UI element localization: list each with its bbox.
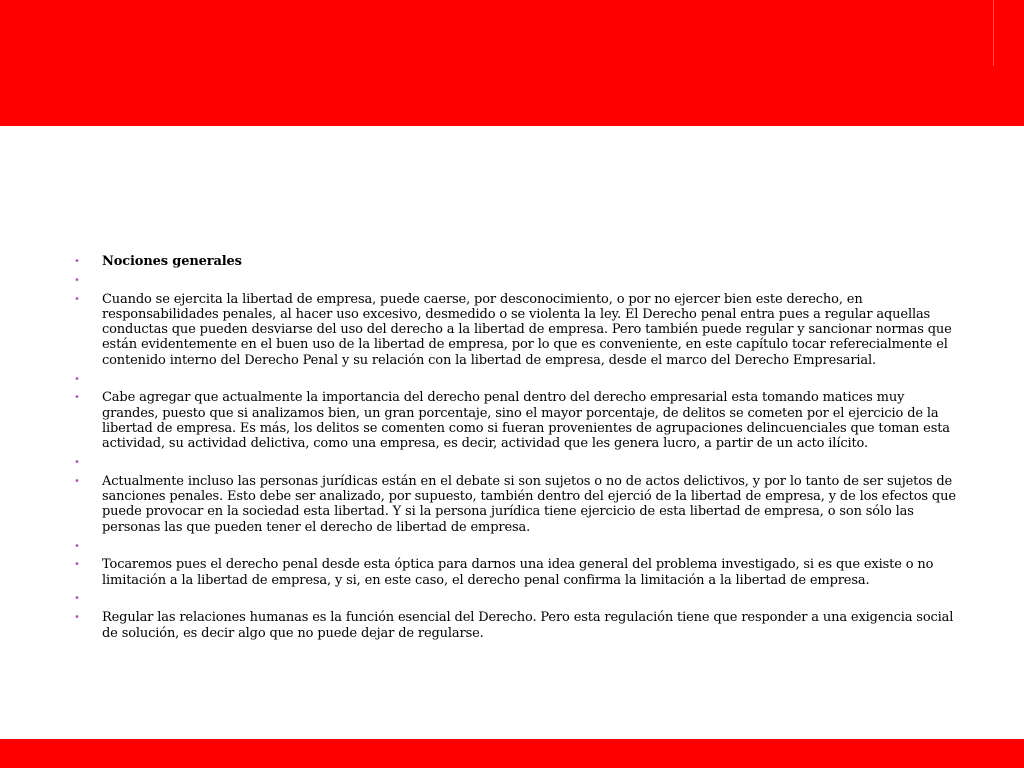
bullet-dot-icon: • bbox=[74, 457, 80, 469]
top-red-band bbox=[0, 0, 1024, 126]
bullet-dot-icon: • bbox=[74, 293, 80, 305]
bullet-item-empty bbox=[70, 539, 962, 554]
bullet-item-paragraph bbox=[70, 610, 962, 641]
bullet-item-paragraph bbox=[70, 292, 962, 368]
bullet-text: Nociones generales bbox=[102, 254, 242, 269]
bullet-dot-icon: • bbox=[74, 256, 80, 267]
bullet-item-heading bbox=[70, 254, 962, 269]
bullet-text: Tocaremos pues el derecho penal desde esta óptica para darnos una idea general del problema investigado, si es que existe o no limitación a la libertad de empresa, y si, en este caso, el derecho penal confirma la limitación a la libertad de empresa. bbox=[102, 557, 934, 588]
bullet-text: Cuando se ejercita la libertad de empresa, puede caerse, por desconocimiento, o por no ejercer bien este derecho, en responsabilidades penales, al hacer uso excesivo, desmedido o se violenta la ley. El Derecho penal entra pues a regular aquellas conductas que pueden desviarse del uso del derecho a la libertad de empresa. Pero también puede regular y sancionar normas que están evidentemente en el buen uso de la libertad de empresa, por lo que es conveniente, en este capítulo tocar referecialmente el contenido interno del Derecho Penal y su relación con la libertad de empresa, desde el marco del Derecho Empresarial. bbox=[102, 291, 952, 368]
bullet-dot-icon: • bbox=[74, 373, 80, 385]
bullet-item-empty bbox=[70, 455, 962, 470]
bullet-text: Cabe agregar que actualmente la importancia del derecho penal dentro del derecho empresarial esta tomando matices muy grandes, puesto que si analizamos bien, un gran porcentaje, sino el mayor porcentaje, de delitos se cometen por el ejercicio de la libertad de empresa. Es más, los delitos se comenten como si fueran provenientes de agrupaciones delincuenciales que toman esta actividad, su actividad delictiva, como una empresa, es decir, actividad que les genera lucro, a partir de un acto ilícito. bbox=[102, 390, 950, 452]
bullet-text: Actualmente incluso las personas jurídicas están en el debate si son sujetos o no de actos delictivos, y por lo tanto de ser sujetos de sanciones penales. Esto debe ser analizado, por supuesto, también dentro del ejerció de la libertad de empresa, y de los efectos que puede provocar en la sociedad esta libertad. Y si la persona jurídica tiene ejercicio de esta libertad de empresa, o son sólo las personas las que pueden tener el derecho de libertad de empresa. bbox=[102, 473, 956, 535]
bullet-dot-icon: • bbox=[74, 559, 80, 571]
bullet-dot-icon: • bbox=[74, 612, 80, 624]
bullet-item-paragraph bbox=[70, 390, 962, 451]
bullet-item-empty bbox=[70, 273, 962, 288]
bullet-dot-icon: • bbox=[74, 475, 80, 487]
bullet-dot-icon: • bbox=[74, 392, 80, 404]
bullet-list bbox=[70, 254, 962, 641]
bullet-dot-icon: • bbox=[74, 593, 80, 605]
content-area bbox=[70, 254, 962, 644]
bullet-item-paragraph bbox=[70, 474, 962, 535]
bottom-red-band bbox=[0, 739, 1024, 768]
bullet-dot-icon: • bbox=[74, 540, 80, 552]
bullet-item-empty bbox=[70, 372, 962, 387]
bullet-dot-icon: • bbox=[74, 274, 80, 286]
bullet-text: Regular las relaciones humanas es la función esencial del Derecho. Pero esta regulación tiene que responder a una exigencia social de solución, es decir algo que no puede dejar de regularse. bbox=[102, 610, 954, 641]
bullet-item-empty bbox=[70, 591, 962, 606]
bullet-item-paragraph bbox=[70, 557, 962, 588]
decorative-divider-line bbox=[993, 0, 994, 66]
